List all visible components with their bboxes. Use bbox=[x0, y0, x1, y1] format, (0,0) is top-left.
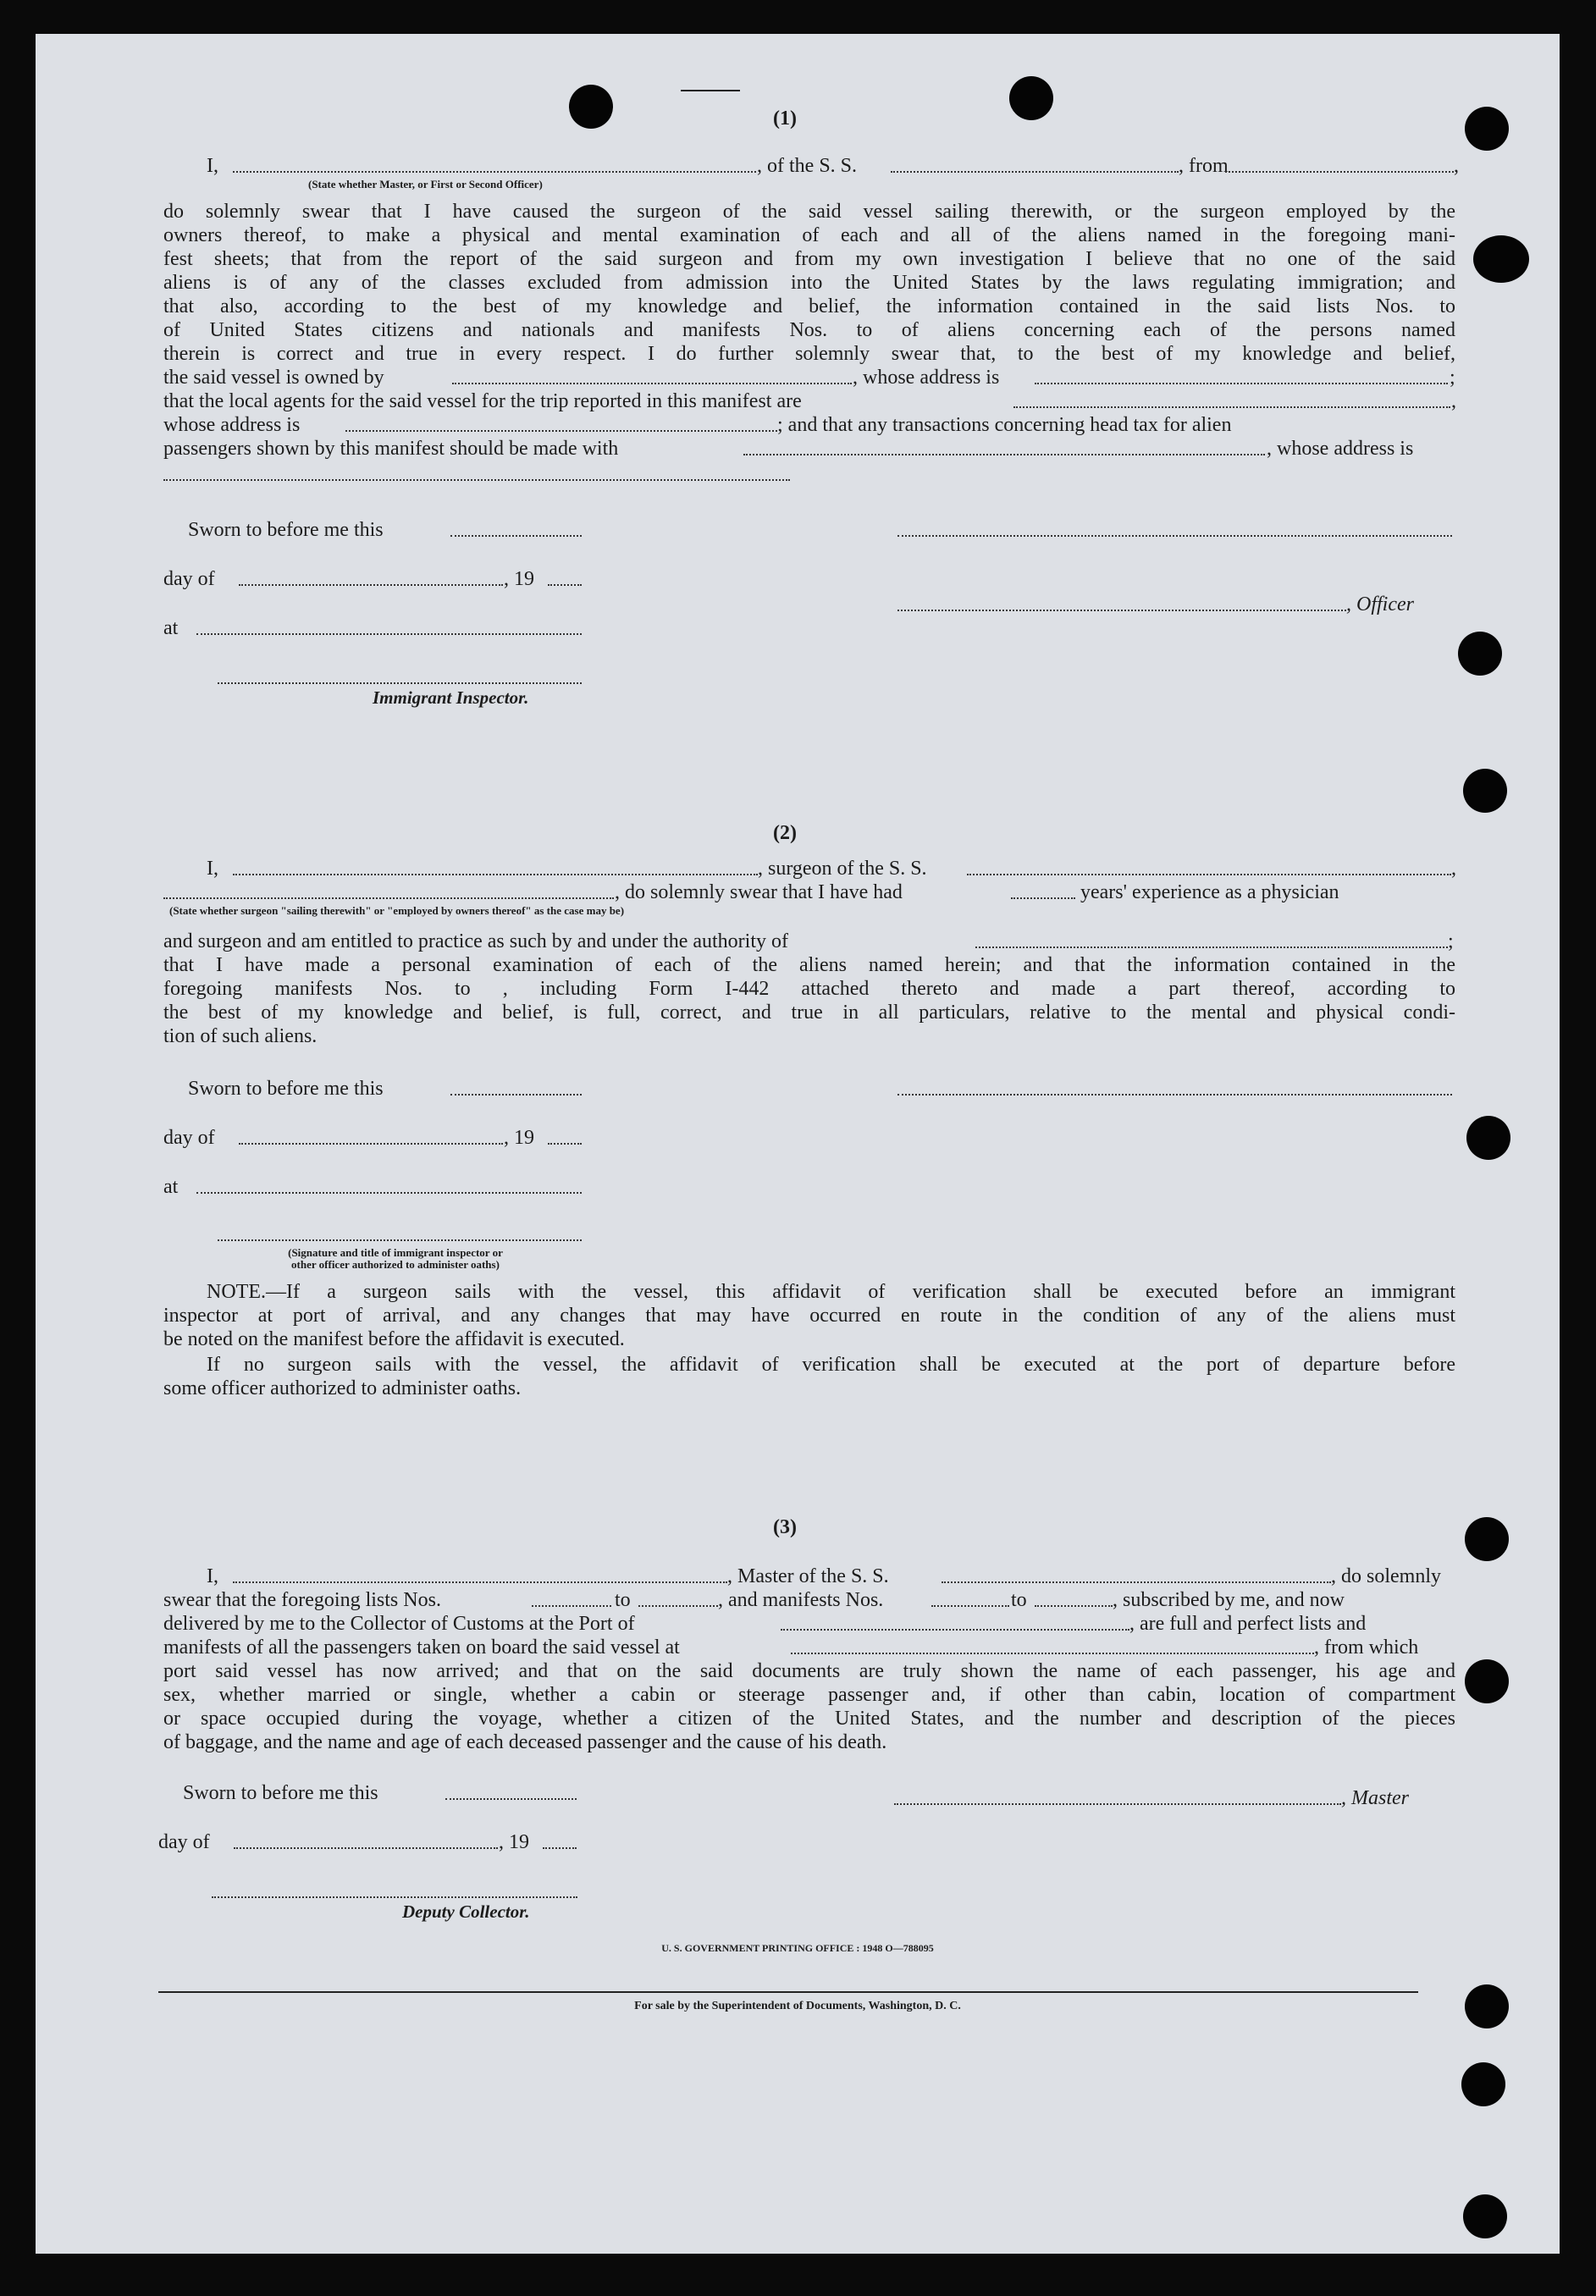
punch-hole bbox=[1465, 1984, 1509, 2028]
s2-authority-field[interactable] bbox=[975, 947, 1448, 948]
s3-i: I, bbox=[207, 1565, 218, 1587]
s2-i: I, bbox=[207, 858, 218, 880]
s1-master-signature-field[interactable] bbox=[897, 535, 1452, 537]
s1-body-6: of United States citizens and nationals and manifests Nos. to of aliens concerning each of the persons named bbox=[163, 319, 1455, 341]
s1-vessel-field[interactable] bbox=[891, 171, 1179, 173]
s2-body-2: foregoing manifests Nos. to , including Form I-442 attached thereto and made a part thereof, according to bbox=[163, 978, 1455, 1000]
s1-year: , 19 bbox=[504, 568, 534, 590]
s3-from-which: , from which bbox=[1314, 1636, 1419, 1659]
s1-rank-field[interactable] bbox=[233, 171, 756, 173]
s3-collector-signature-field[interactable] bbox=[212, 1896, 577, 1898]
s2-year: , 19 bbox=[504, 1127, 534, 1149]
s2-surgeon-type-field[interactable] bbox=[163, 897, 614, 899]
s3-solemnly: , do solemnly bbox=[1331, 1565, 1441, 1587]
s3-body-2: sex, whether married or single, whether a cabin or steerage passenger and, if other than cabin, location of compartment bbox=[163, 1684, 1455, 1706]
s3-manifests: , and manifests Nos. bbox=[718, 1589, 884, 1611]
s3-manifests-all: manifests of all the passengers taken on board the said vessel at bbox=[163, 1636, 680, 1659]
s1-agents: that the local agents for the said vessel for the trip reported in this manifest are bbox=[163, 390, 802, 412]
s3-boarding-port-field[interactable] bbox=[791, 1653, 1314, 1654]
s1-body-1: do solemnly swear that I have caused the surgeon of the said vessel sailing therewith, or the surgeon employed by the bbox=[163, 201, 1455, 223]
s3-to-2: to bbox=[1011, 1589, 1027, 1611]
s1-at-field[interactable] bbox=[196, 633, 582, 635]
s3-master-of: , Master of the S. S. bbox=[727, 1565, 889, 1587]
section-3-number: (3) bbox=[773, 1516, 797, 1538]
s3-deputy: Deputy Collector. bbox=[402, 1901, 530, 1922]
s1-comma: , bbox=[1454, 155, 1459, 177]
s3-subscribed: , subscribed by me, and now bbox=[1113, 1589, 1345, 1611]
s1-headtax-field[interactable] bbox=[743, 454, 1265, 455]
s2-sworn-field[interactable] bbox=[450, 1094, 582, 1096]
s2-body-4: tion of such aliens. bbox=[163, 1025, 318, 1047]
s1-body-5: that also, according to the best of my knowledge and belief, the information contained in the said lists Nos. to bbox=[163, 295, 1455, 317]
punch-hole bbox=[1465, 107, 1509, 151]
s2-semicolon: ; bbox=[1448, 930, 1454, 952]
s1-agent-address-field[interactable] bbox=[345, 430, 777, 432]
s3-perfect: , are full and perfect lists and bbox=[1129, 1613, 1367, 1635]
s1-sworn-field[interactable] bbox=[450, 535, 582, 537]
s3-year-field[interactable] bbox=[543, 1847, 577, 1849]
footer-rule bbox=[158, 1991, 1418, 1993]
punch-hole bbox=[569, 85, 613, 129]
s1-owner-address-field[interactable] bbox=[1035, 383, 1448, 384]
s1-from: , from bbox=[1179, 155, 1229, 177]
punch-hole bbox=[1473, 235, 1529, 283]
s1-day-field[interactable] bbox=[239, 584, 503, 586]
s2-note-1: NOTE.—If a surgeon sails with the vessel, this affidavit of verification shall be executed before an immigrant bbox=[207, 1281, 1455, 1303]
s2-experience: years' experience as a physician bbox=[1080, 881, 1339, 903]
s3-day-field[interactable] bbox=[234, 1847, 498, 1849]
punch-hole bbox=[1009, 76, 1053, 120]
s1-headtax-address-field[interactable] bbox=[163, 479, 790, 481]
s3-master-name-field[interactable] bbox=[233, 1581, 727, 1583]
s2-body-1: that I have made a personal examination of each of the aliens named herein; and that the information contained in the bbox=[163, 954, 1455, 976]
s3-to-1: to bbox=[615, 1589, 631, 1611]
s2-type-note: (State whether surgeon "sailing therewith" or "employed by owners thereof" as the case may be) bbox=[169, 904, 625, 917]
s1-from-field[interactable] bbox=[1225, 171, 1454, 173]
s1-officer-field[interactable] bbox=[897, 610, 1346, 611]
s2-years-field[interactable] bbox=[1011, 897, 1075, 899]
s1-agents-field[interactable] bbox=[1013, 406, 1450, 408]
s1-passengers: passengers shown by this manifest should be made with bbox=[163, 438, 619, 460]
s3-lists-from-field[interactable] bbox=[532, 1605, 611, 1607]
s1-headtax: ; and that any transactions concerning head tax for alien bbox=[777, 414, 1232, 436]
punch-hole bbox=[1463, 769, 1507, 813]
s1-year-field[interactable] bbox=[548, 584, 582, 586]
s2-note-5: some officer authorized to administer oaths. bbox=[163, 1377, 522, 1399]
s3-manifests-from-field[interactable] bbox=[931, 1605, 1009, 1607]
s1-body-4: aliens is of any of the classes excluded from admission into the United States by the laws regulating immigration; and bbox=[163, 272, 1455, 294]
s2-surgeon-of: , surgeon of the S. S. bbox=[758, 858, 927, 880]
s2-sig-note-2: other officer authorized to administer oaths) bbox=[291, 1258, 500, 1271]
top-dash-mark bbox=[681, 90, 740, 91]
s2-surgeon-name-field[interactable] bbox=[233, 874, 758, 875]
s2-at-field[interactable] bbox=[196, 1192, 582, 1194]
s2-sworn: Sworn to before me this bbox=[188, 1078, 384, 1100]
printing-office: U. S. GOVERNMENT PRINTING OFFICE : 1948 O—788095 bbox=[661, 1942, 934, 1954]
s2-sig-note-1: (Signature and title of immigrant inspector or bbox=[288, 1246, 503, 1259]
s3-body-4: of baggage, and the name and age of each deceased passenger and the cause of his death. bbox=[163, 1731, 887, 1753]
s2-comma: , bbox=[1451, 858, 1456, 880]
s3-sworn: Sworn to before me this bbox=[183, 1782, 378, 1804]
s1-body-3: fest sheets; that from the report of the said surgeon and from my own investigation I believe that no one of the said bbox=[163, 248, 1455, 270]
punch-hole bbox=[1465, 1517, 1509, 1561]
s3-master-signature-field[interactable] bbox=[894, 1803, 1341, 1805]
s3-delivered: delivered by me to the Collector of Customs at the Port of bbox=[163, 1613, 635, 1635]
s2-vessel-field[interactable] bbox=[967, 874, 1451, 875]
s2-year-field[interactable] bbox=[548, 1143, 582, 1145]
s1-owner-address: , whose address is bbox=[853, 367, 1000, 389]
s1-owner-field[interactable] bbox=[452, 383, 852, 384]
s1-whose-address: , whose address is bbox=[1267, 438, 1414, 460]
s1-rank-note: (State whether Master, or First or Second Officer) bbox=[308, 178, 543, 190]
s2-surgeon-signature-field[interactable] bbox=[897, 1094, 1452, 1096]
s1-day-of: day of bbox=[163, 568, 215, 590]
s2-inspector-signature-field[interactable] bbox=[218, 1239, 582, 1241]
sale-notice: For sale by the Superintendent of Documents, Washington, D. C. bbox=[634, 2000, 961, 2012]
s2-day-field[interactable] bbox=[239, 1143, 503, 1145]
s1-address: whose address is bbox=[163, 414, 301, 436]
s2-note-3: be noted on the manifest before the affidavit is executed. bbox=[163, 1328, 625, 1350]
s1-body-2: owners thereof, to make a physical and mental examination of each and all of the aliens named in the foregoing mani- bbox=[163, 224, 1455, 246]
s1-agents-comma: , bbox=[1451, 390, 1456, 412]
s3-body-3: or space occupied during the voyage, whether a citizen of the United States, and the number and description of the pieces bbox=[163, 1708, 1455, 1730]
s2-authority: and surgeon and am entitled to practice as such by and under the authority of bbox=[163, 930, 788, 952]
s3-master: , Master bbox=[1341, 1787, 1409, 1809]
section-2-number: (2) bbox=[773, 822, 797, 844]
s1-at: at bbox=[163, 617, 179, 639]
punch-hole bbox=[1466, 1116, 1510, 1160]
s2-swear: , do solemnly swear that I have had bbox=[615, 881, 903, 903]
s1-i: I, bbox=[207, 155, 218, 177]
s3-lists-to-field[interactable] bbox=[638, 1605, 718, 1607]
s2-note-4: If no surgeon sails with the vessel, the affidavit of verification shall be executed at the port of departure before bbox=[207, 1354, 1455, 1376]
punch-hole bbox=[1463, 2194, 1507, 2238]
s1-inspector-signature-field[interactable] bbox=[218, 682, 582, 684]
s3-day-of: day of bbox=[158, 1831, 210, 1853]
s2-body-3: the best of my knowledge and belief, is full, correct, and true in all particulars, relative to the mental and physical condi- bbox=[163, 1002, 1455, 1024]
s2-day-of: day of bbox=[163, 1127, 215, 1149]
s3-manifests-to-field[interactable] bbox=[1035, 1605, 1113, 1607]
s2-at: at bbox=[163, 1176, 179, 1198]
s3-sworn-field[interactable] bbox=[445, 1798, 577, 1800]
punch-hole bbox=[1461, 2062, 1505, 2106]
s3-lists: swear that the foregoing lists Nos. bbox=[163, 1589, 441, 1611]
s1-body-7: therein is correct and true in every respect. I do further solemnly swear that, to the best of my knowledge and belief, bbox=[163, 343, 1455, 365]
s3-port-field[interactable] bbox=[781, 1629, 1129, 1631]
s3-vessel-field[interactable] bbox=[942, 1581, 1331, 1583]
s1-inspector: Immigrant Inspector. bbox=[373, 687, 529, 708]
s3-body-1: port said vessel has now arrived; and that on the said documents are truly shown the name of each passenger, his age and bbox=[163, 1660, 1455, 1682]
s1-semicolon: ; bbox=[1450, 367, 1455, 389]
form-page bbox=[36, 34, 1560, 2254]
s1-sworn: Sworn to before me this bbox=[188, 519, 384, 541]
section-1-number: (1) bbox=[773, 108, 797, 130]
s3-year: , 19 bbox=[499, 1831, 529, 1853]
punch-hole bbox=[1458, 632, 1502, 676]
s1-owned: the said vessel is owned by bbox=[163, 367, 384, 389]
s1-of-ss: , of the S. S. bbox=[757, 155, 858, 177]
s1-officer: , Officer bbox=[1346, 593, 1414, 615]
punch-hole bbox=[1465, 1659, 1509, 1703]
s2-note-2: inspector at port of arrival, and any changes that may have occurred en route in the condition of any of the aliens must bbox=[163, 1305, 1455, 1327]
